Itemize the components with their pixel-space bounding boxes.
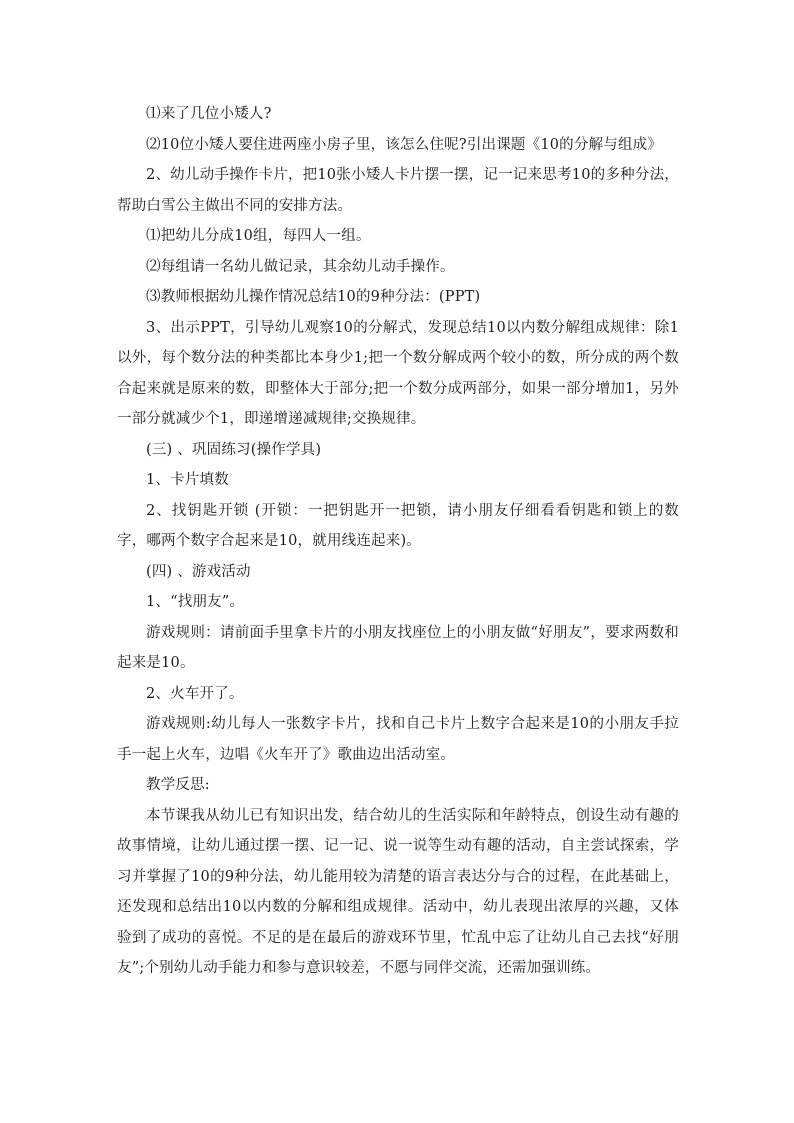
document-body bbox=[117, 99, 679, 984]
section-heading-game: (四) 、游戏活动 bbox=[146, 563, 251, 580]
exercise-2: 2、找钥匙开锁 (开锁：一把钥匙开一把锁，请小朋友仔细看看钥匙和锁上的数字，哪两个数字合起来是10，就用线连起来)。 bbox=[117, 502, 679, 549]
reflection-heading: 教学反思: bbox=[146, 777, 210, 793]
step-2-paragraph: 2、幼儿动手操作卡片，把10张小矮人卡片摆一摆，记一记来思考10的多种分法，帮助白雪公主做出不同的安排方法。 bbox=[117, 167, 679, 214]
sub-step-3: ⑶教师根据幼儿操作情况总结10的9种分法：(PPT) bbox=[146, 289, 481, 305]
sub-step-2: ⑵每组请一名幼儿做记录，其余幼儿动手操作。 bbox=[146, 258, 455, 275]
game-2-title: 2、火车开了。 bbox=[146, 685, 244, 702]
sub-step-1: ⑴把幼儿分成10组，每四人一组。 bbox=[146, 228, 371, 244]
section-heading-consolidation: (三) 、巩固练习(操作学具) bbox=[146, 441, 322, 458]
question-item-1: ⑴来了几位小矮人? bbox=[146, 106, 272, 122]
step-3-paragraph: 3、出示PPT，引导幼儿观察10的分解式，发现总结10以内数分解组成规律：除1以外，每个数分法的种类都比本身少1;把一个数分解成两个较小的数，所分成的两个数合起来就是原来的数，即整体大于部分;把一个数分成两部分，如果一部分增加1，另外一部分就减少个1，即递增递减规律;交换规律。 bbox=[117, 319, 679, 427]
game-1-title: 1、“找朋友”。 bbox=[146, 594, 245, 610]
game-2-rules: 游戏规则:幼儿每人一张数字卡片，找和自己卡片上数字合起来是10的小朋友手拉手一起上火车，边唱《火车开了》歌曲边出活动室。 bbox=[117, 716, 679, 763]
question-item-2: ⑵10位小矮人要住进两座小房子里，该怎么住呢?引出课题《10的分解与组成》 bbox=[146, 136, 663, 153]
reflection-paragraph: 本节课我从幼儿已有知识出发，结合幼儿的生活实际和年龄特点，创设生动有趣的故事情境，让幼儿通过摆一摆、记一记、说一说等生动有趣的活动，自主尝试探索，学习并掌握了10的9种分法，幼儿能用较为清楚的语言表达分与合的过程，在此基础上，还发现和总结出10以内数的分解和组成规律。活动中，幼儿表现出浓厚的兴趣，又体验到了成功的喜悦。不足的是在最后的游戏环节里，忙乱中忘了让幼儿自己去找“好朋友”;个别幼儿动手能力和参与意识较差，不愿与同伴交流，还需加强训练。 bbox=[117, 807, 679, 976]
exercise-1: 1、卡片填数 bbox=[146, 472, 229, 488]
game-1-rules: 游戏规则：请前面手里拿卡片的小朋友找座位上的小朋友做“好朋友”，要求两数和起来是10。 bbox=[117, 624, 679, 671]
